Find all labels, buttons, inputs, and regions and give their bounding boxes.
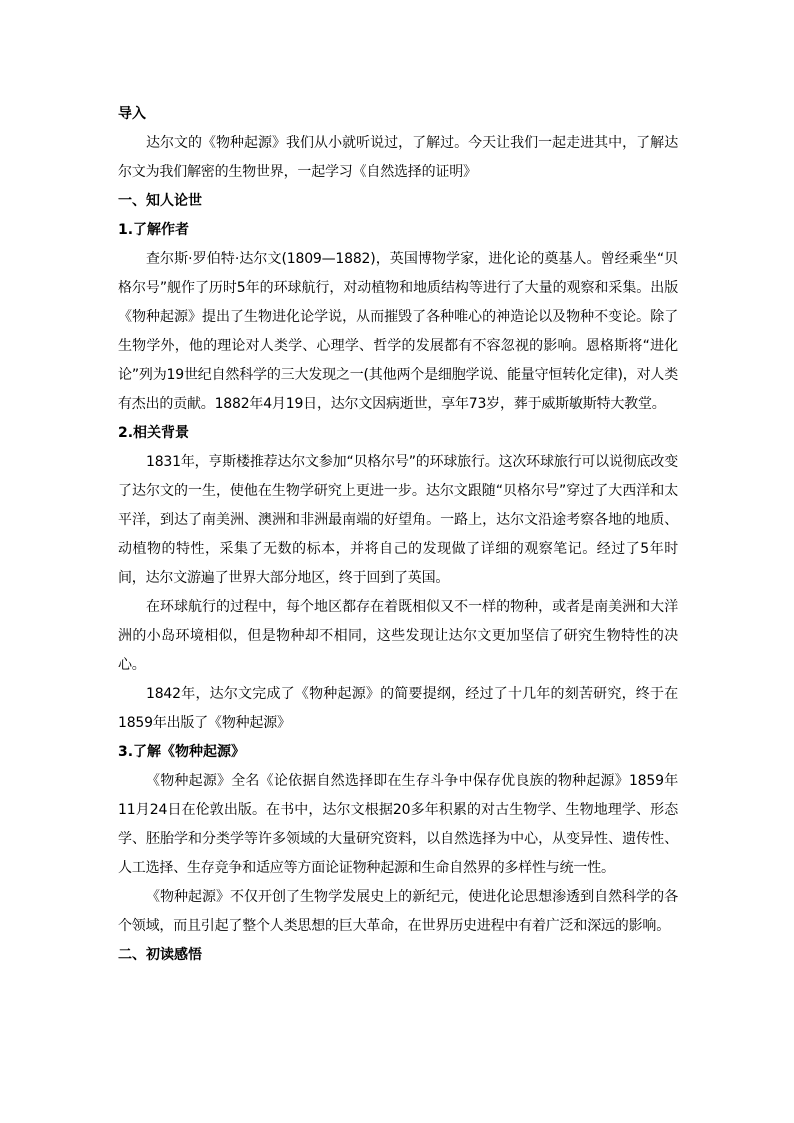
subheading-about-author: 1.了解作者 — [118, 222, 190, 238]
author-paragraph: 查尔斯·罗伯特·达尔文(1809—1882)，英国博物学家，进化论的奠基人。曾经乘坐“贝格尔号”舰作了历时5年的环球航行，对动植物和地质结构等进行了大量的观察和采集。出版《物种起源》提出了生物进化论学说，从而摧毁了各种唯心的神造论以及物种不变论。除了生物学外，他的理论对人类学、心理学、哲学的发展都有不容忽视的影响。恩格斯将“进化论”列为19世纪自然科学的三大发现之一(其他两个是细胞学说、能量守恒转化定律)，对人类有杰出的贡献。1882年4月19日，达尔文因病逝世，享年73岁，葬于威斯敏斯特大教堂。 — [118, 251, 678, 412]
section-heading-first-reading: 二、初读感悟 — [118, 947, 202, 963]
background-paragraph-1: 1831年，亨斯楼推荐达尔文参加“贝格尔号”的环球旅行。这次环球旅行可以说彻底改变了达尔文的一生，使他在生物学研究上更进一步。达尔文跟随“贝格尔号”穿过了大西洋和太平洋，到达了南美洲、澳洲和非洲最南端的好望角。一路上，达尔文沿途考察各地的地质、动植物的特性，采集了无数的标本，并将自己的发现做了详细的观察笔记。经过了5年时间，达尔文游遍了世界大部分地区，终于回到了英国。 — [118, 454, 678, 586]
background-paragraph-3: 1842年，达尔文完成了《物种起源》的简要提纲，经过了十几年的刻苦研究，终于在1859年出版了《物种起源》 — [118, 686, 678, 731]
intro-paragraph: 达尔文的《物种起源》我们从小就听说过，了解过。今天让我们一起走进其中，了解达尔文为我们解密的生物世界，一起学习《自然选择的证明》 — [118, 135, 678, 180]
origin-paragraph-2: 《物种起源》不仅开创了生物学发展史上的新纪元，使进化论思想渗透到自然科学的各个领域，而且引起了整个人类思想的巨大革命，在世界历史进程中有着广泛和深远的影响。 — [118, 889, 678, 934]
subheading-origin-of-species: 3.了解《物种起源》 — [118, 744, 246, 760]
origin-paragraph-1: 《物种起源》全名《论依据自然选择即在生存斗争中保存优良族的物种起源》1859年11月24日在伦敦出版。在书中，达尔文根据20多年积累的对古生物学、生物地理学、形态学、胚胎学和分类学等许多领域的大量研究资料，以自然选择为中心，从变异性、遗传性、人工选择、生存竞争和适应等方面论证物种起源和生命自然界的多样性与统一性。 — [118, 773, 678, 876]
document-page — [118, 100, 678, 970]
background-paragraph-2: 在环球航行的过程中，每个地区都存在着既相似又不一样的物种，或者是南美洲和大洋洲的小岛环境相似，但是物种却不相同，这些发现让达尔文更加坚信了研究生物特性的决心。 — [118, 599, 678, 673]
subheading-background: 2.相关背景 — [118, 425, 190, 441]
section-heading-knowing-author: 一、知人论世 — [118, 193, 202, 209]
intro-heading: 导入 — [118, 106, 146, 122]
